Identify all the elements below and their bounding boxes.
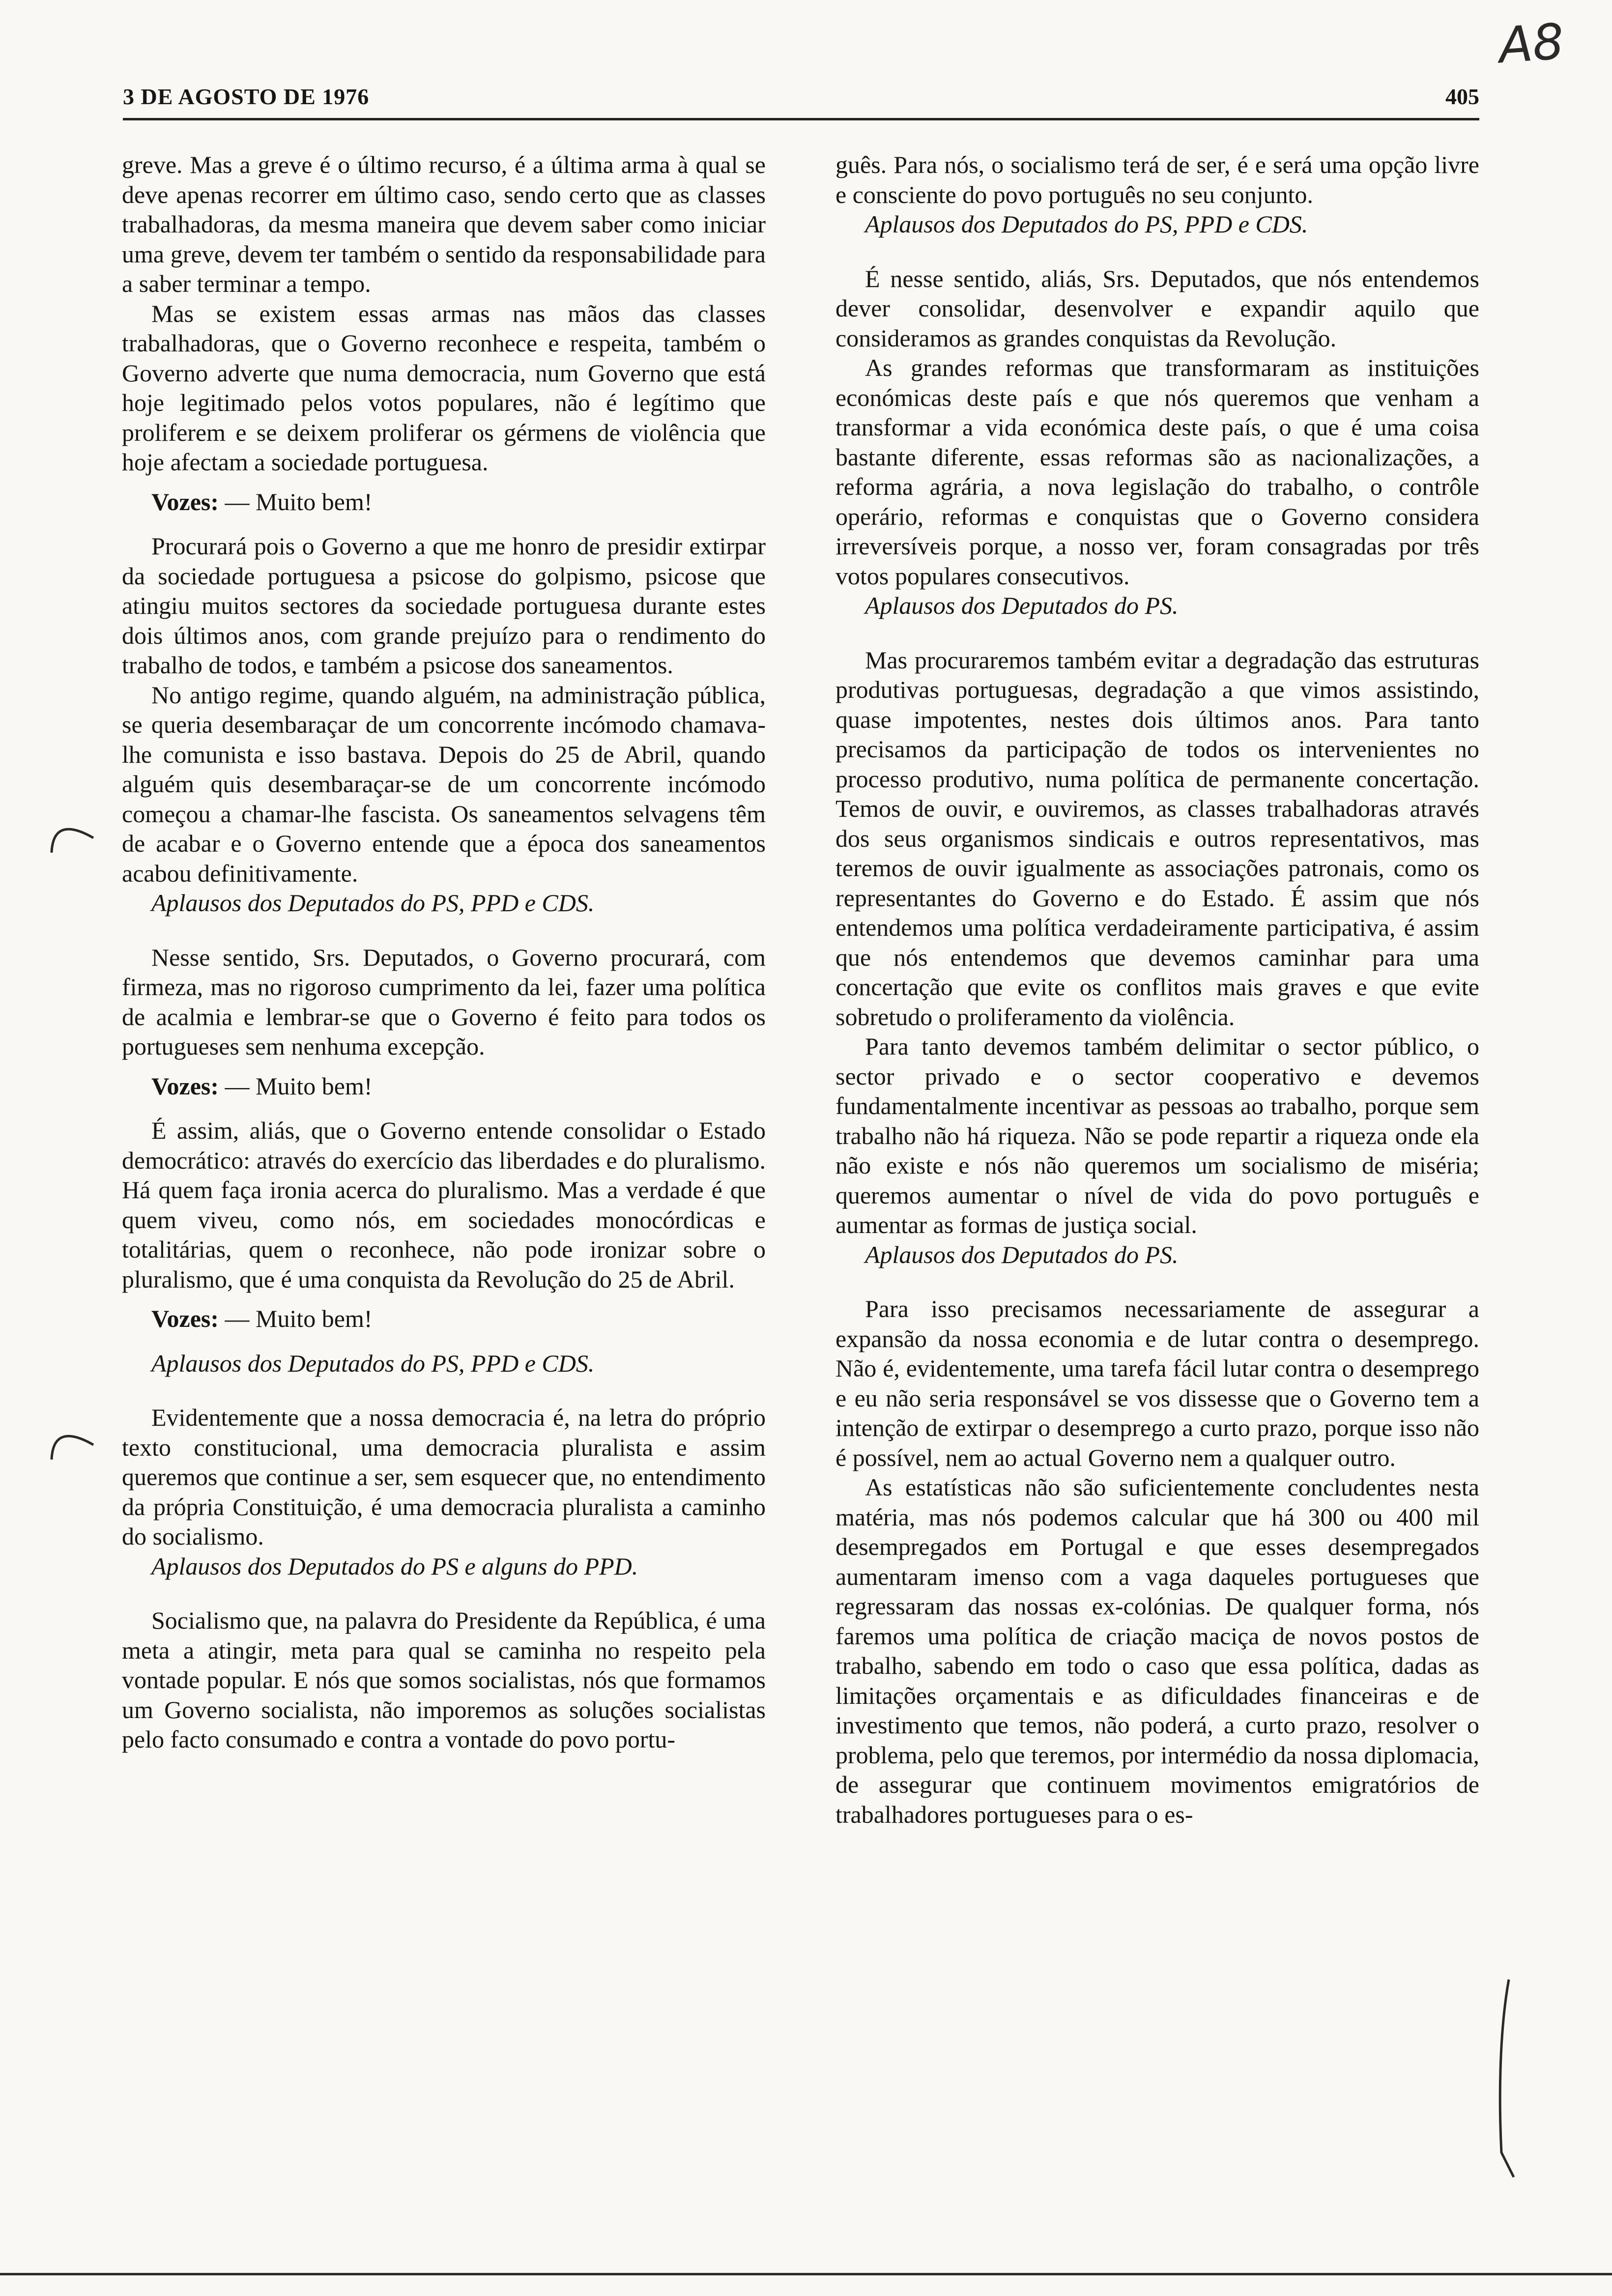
paragraph: Para isso precisamos necessariamente de assegurar a expansão da nossa economia e de lutar contra o desemprego. Não é, evidentemente, uma tarefa fácil lutar contra o desemprego e eu não seria responsável se vos dissesse que o Governo tem a intenção de extirpar o desemprego a curto prazo, porque isso não é possível, nem ao actual Governo nem a qualquer outro. — [835, 1295, 1479, 1471]
applause-note: Aplausos dos Deputados do PS, PPD e CDS. — [151, 889, 595, 917]
applause-note: Aplausos dos Deputados do PS, PPD e CDS. — [151, 1349, 595, 1377]
speaker-text: — Muito bem! — [219, 1072, 373, 1100]
margin-mark-left-2 — [47, 1425, 101, 1464]
handwritten-annotation: A8 — [1497, 12, 1566, 75]
left-column — [122, 150, 766, 1754]
paragraph: guês. Para nós, o socialismo terá de ser, é e será uma opção livre e consciente do povo português no seu conjunto. — [835, 151, 1479, 208]
paragraph: Para tanto devemos também delimitar o sector público, o sector privado e o sector cooperativo e devemos fundamentalmente incentivar as pessoas ao trabalho, porque sem trabalho não há riqueza. Não se pode repartir a riqueza onde ela não existe e nós não queremos um socialismo de miséria; queremos aumentar o nível de vida do povo português e aumentar as formas de justiça social. — [835, 1033, 1479, 1238]
paragraph: Evidentemente que a nossa democracia é, na letra do próprio texto constitucional, uma democracia pluralista e assim queremos que continue a ser, sem esquecer que, no entendimento da própria Constituição, é uma democracia pluralista a caminho do socialismo. — [122, 1404, 766, 1550]
speaker-name: Vozes: — [151, 1305, 219, 1332]
speaker-line — [122, 487, 766, 517]
speaker-line — [122, 1071, 766, 1101]
paragraph: Mas procuraremos também evitar a degradação das estruturas produtivas portuguesas, degradação a que vimos assistindo, quase impotentes, nestes dois últimos anos. Para tanto precisamos da participação de todos os intervenientes no processo produtivo, numa política de permanente concertação. Temos de ouvir, e ouviremos, as classes trabalhadoras através dos seus organismos sindicais e outros representativos, mas teremos de ouvir igualmente as associações patronais, como os representantes do Governo e do Estado. É assim que nós entendemos uma política verdadeiramente participativa, é assim que nós entendemos que devemos caminhar para uma concertação que evite os conflitos mais graves e que evite sobretudo o proliferamento da violência. — [835, 646, 1479, 1031]
paragraph: greve. Mas a greve é o último recurso, é a última arma à qual se deve apenas recorrer em último caso, sendo certo que as classes trabalhadoras, da mesma maneira que devem saber como iniciar uma greve, devem ter também o sentido da responsabilidade para a saber terminar a tempo. — [122, 151, 766, 297]
speaker-line — [122, 1304, 766, 1334]
paragraph: As grandes reformas que transformaram as instituições económicas deste país e que nós queremos que venham a transformar a vida económica deste país, o que é uma coisa bastante diferente, essas reformas são as nacionalizações, a reforma agrária, a nova legislação do trabalho, o contrôle operário, reformas e conquistas que o Governo considera irreversíveis porque, a nosso ver, foram consagradas por três votos populares consecutivos. — [835, 354, 1479, 590]
speaker-name: Vozes: — [151, 1072, 219, 1100]
paragraph: As estatísticas não são suficientemente concludentes nesta matéria, mas nós podemos calcular que há 300 ou 400 mil desempregados em Portugal e que esses desempregados aumentaram imenso com a vaga daqueles portugueses que regressaram das nossas ex-colónias. De qualquer forma, nós faremos uma política de criação maciça de novos postos de trabalho, sabendo em todo o caso que essa política, dadas as limitações orçamentais e as dificuldades financeiras e de investimento que temos, não poderá, a curto prazo, resolver o problema, pelo que teremos, por intermédio da nossa diplomacia, de assegurar que continuem movimentos emigratórios de trabalhadores portugueses para o es- — [835, 1473, 1479, 1828]
applause-note: Aplausos dos Deputados do PS e alguns do PPD. — [151, 1552, 638, 1580]
paragraph: É nesse sentido, aliás, Srs. Deputados, que nós entendemos dever consolidar, desenvolver e expandir aquilo que consideramos as grandes conquistas da Revolução. — [835, 264, 1479, 352]
page-number: 405 — [1445, 84, 1479, 109]
paragraph: Mas se existem essas armas nas mãos das classes trabalhadoras, que o Governo reconhece e respeita, também o Governo adverte que numa democracia, num Governo que está hoje legitimado pelos votos populares, não é legítimo que proliferem e se deixem proliferar os gérmens de violência que hoje afectam a sociedade portuguesa. — [122, 299, 766, 476]
speaker-text: — Muito bem! — [219, 1305, 373, 1332]
right-column — [835, 150, 1479, 1829]
paragraph: Socialismo que, na palavra do Presidente da República, é uma meta a atingir, meta para qual se caminha no respeito pela vontade popular. E nós que somos socialistas, nós que formamos um Governo socialista, não imporemos as soluções socialistas pelo facto consumado e contra a vontade do povo portu- — [122, 1607, 766, 1753]
page-header — [123, 79, 1479, 120]
applause-note: Aplausos dos Deputados do PS. — [865, 1240, 1179, 1268]
bottom-rule — [0, 2273, 1612, 2275]
margin-mark-left-1 — [47, 818, 101, 858]
paragraph: É assim, aliás, que o Governo entende consolidar o Estado democrático: através do exercício das liberdades e do pluralismo. Há quem faça ironia acerca do pluralismo. Mas a verdade é que quem viveu, como nós, em sociedades monocórdicas e totalitárias, quem o reconhece, não pode ironizar sobre o pluralismo, que é uma conquista da Revolução do 25 de Abril. — [122, 1117, 766, 1293]
header-date: 3 DE AGOSTO DE 1976 — [123, 84, 370, 109]
paragraph: No antigo regime, quando alguém, na administração pública, se queria desembaraçar de um concorrente incómodo chamava-lhe comunista e isso bastava. Depois do 25 de Abril, quando alguém quis desembaraçar-se de um concorrente incómodo começou a chamar-lhe fascista. Os saneamentos selvagens têm de acabar e o Governo entende que a época dos saneamentos acabou definitivamente. — [122, 681, 766, 887]
margin-mark-right — [1492, 1976, 1521, 2182]
paragraph: Nesse sentido, Srs. Deputados, o Governo procurará, com firmeza, mas no rigoroso cumprimento da lei, fazer uma política de acalmia e lembrar-se que o Governo é feito para todos os portugueses sem nenhuma excepção. — [122, 943, 766, 1060]
applause-note: Aplausos dos Deputados do PS. — [865, 592, 1179, 619]
speaker-text: — Muito bem! — [219, 488, 373, 516]
speaker-name: Vozes: — [151, 488, 219, 516]
applause-note: Aplausos dos Deputados do PS, PPD e CDS. — [865, 210, 1308, 238]
paragraph: Procurará pois o Governo a que me honro de presidir extirpar da sociedade portuguesa a psicose do golpismo, psicose que atingiu muitos sectores da sociedade portuguesa durante estes dois últimos anos, com grande prejuízo para o rendimento do trabalho de todos, e também a psicose dos saneamentos. — [122, 532, 766, 679]
